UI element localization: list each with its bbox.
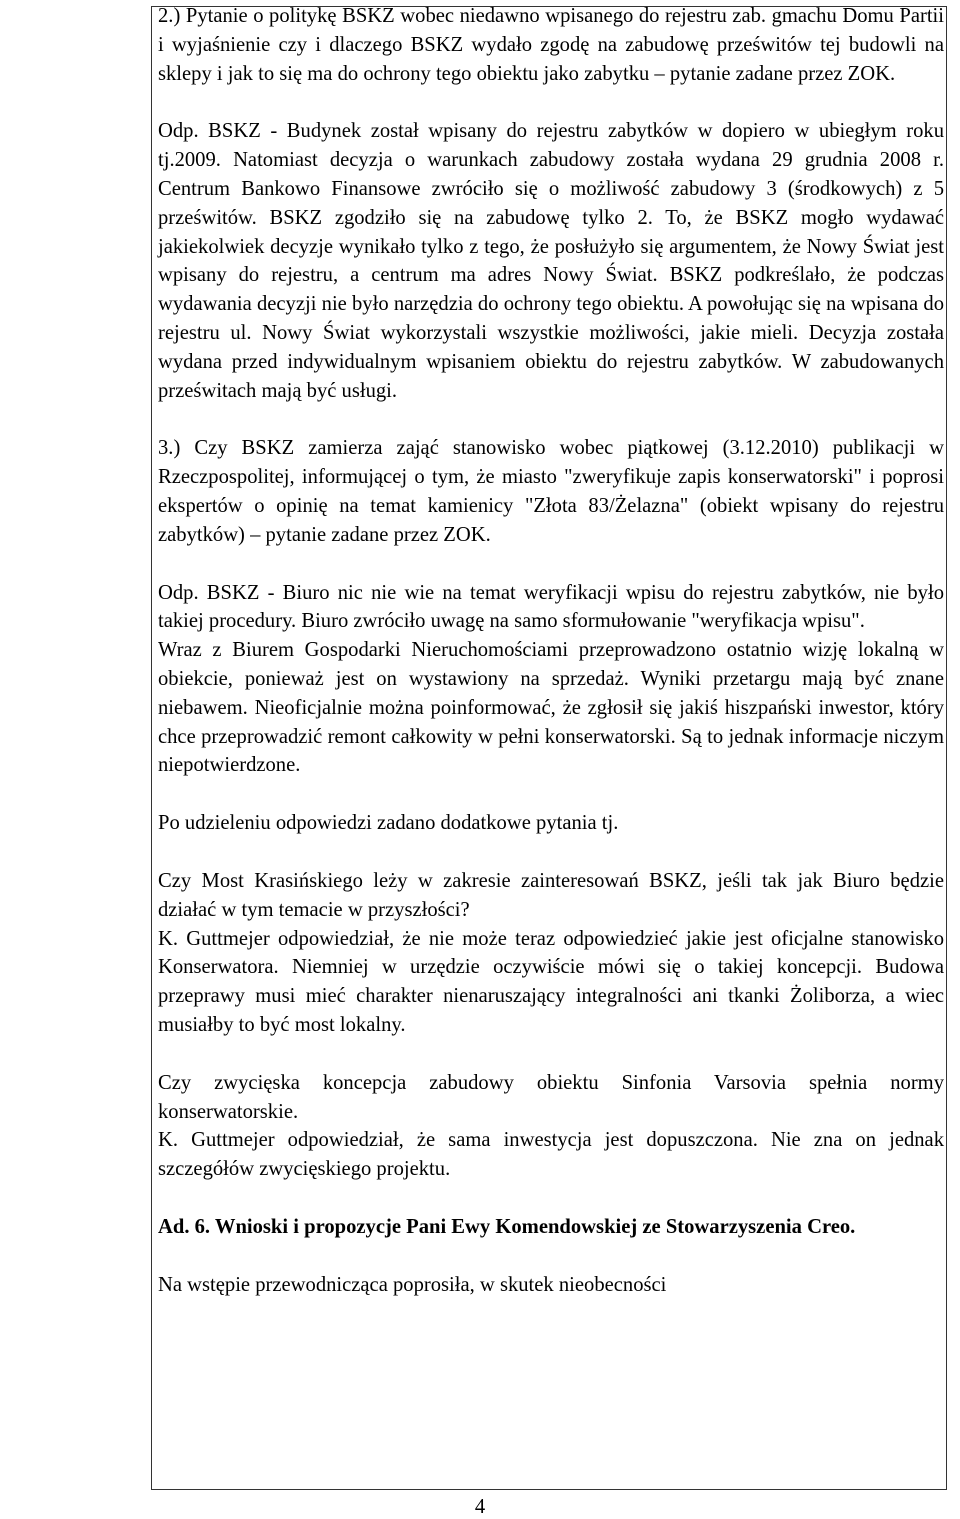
answer-2-paragraph: Odp. BSKZ - Budynek został wpisany do rejestru zabytków w dopiero w ubiegłym roku tj.2009. Natomiast decyzja o warunkach zabudowy została wydana 29 grudnia 2008 r. Centrum Bankowo Finansowe zwróciło się o możliwość zabudowy 3 (środkowych) z 5 prześwitów. BSKZ zgodziło się na zabudowę tylko 2. To, że BSKZ mogło wydawać jakiekolwiek decyzje wynikało tylko z tego, że posłużyło się argumentem, że Nowy Świat jest wpisany do rejestru, a centrum ma adres Nowy Świat. BSKZ podkreślało, że podczas wydawania decyzji nie było narzędzia do ochrony tego obiektu. A powołując się na wpisana do rejestru ul. Nowy Świat wykorzystali wszystkie możliwości, jakie mieli. Decyzja została wydana przed indywidualnym wpisaniem obiektu do rejestru zabytków. W zabudowanych prześwitach mają być usługi. — [158, 120, 944, 402]
answer-sinfonia-varsovia: K. Guttmejer odpowiedział, że sama inwestycja jest dopuszczona. Nie zna on jednak szczegółów zwycięskiego projektu. — [158, 1129, 944, 1181]
question-krasinski-bridge: Czy Most Krasińskiego leży w zakresie zainteresowań BSKZ, jeśli tak jak Biuro będzie działać w tym temacie w przyszłości? — [158, 869, 944, 921]
question-sinfonia-varsovia: Czy zwycięska koncepcja zabudowy obiektu Sinfonia Varsovia spełnia normy konserwatorskie. — [158, 1071, 944, 1123]
answer-krasinski-bridge: K. Guttmejer odpowiedział, że nie może teraz odpowiedzieć jakie jest oficjalne stanowisko Konserwatora. Niemniej w urzędzie oczywiście mówi się o takiej koncepcji. Budowa przeprawy musi mieć charakter nienaruszający integralności ani tkanki Żoliborza, a wiec musiałby to być most lokalny. — [158, 927, 944, 1036]
question-2-paragraph: 2.) Pytanie o politykę BSKZ wobec niedawno wpisanego do rejestru zab. gmachu Domu Partii i wyjaśnienie czy i dlaczego BSKZ wydało zgodę na zabudowę prześwitów tej budowli na sklepy i jak to się ma do ochrony tego obiektu jako zabytku – pytanie zadane przez ZOK. — [158, 5, 944, 85]
closing-paragraph: Na wstępie przewodnicząca poprosiła, w skutek nieobecności — [158, 1273, 667, 1296]
page-number: 4 — [474, 1496, 486, 1518]
document-body — [158, 2, 944, 1299]
question-3-paragraph: 3.) Czy BSKZ zamierza zająć stanowisko wobec piątkowej (3.12.2010) publikacji w Rzeczpospolitej, informującej o tym, że miasto "zweryfikuje zapis konserwatorski" i poprosi ekspertów o opinię na temat kamienicy "Złota 83/Żelazna" (obiekt wpisany do rejestru zabytków) – pytanie zadane przez ZOK. — [158, 437, 944, 546]
section-heading-ad-6: Ad. 6. Wnioski i propozycje Pani Ewy Komendowskiej ze Stowarzyszenia Creo. — [158, 1215, 856, 1238]
additional-questions-intro: Po udzieleniu odpowiedzi zadano dodatkowe pytania tj. — [158, 812, 619, 835]
answer-3-paragraph: Odp. BSKZ - Biuro nic nie wie na temat weryfikacji wpisu do rejestru zabytków, nie było takiej procedury. Biuro zwróciło uwagę na samo sformułowanie "weryfikacja wpisu". — [158, 581, 944, 633]
inspection-paragraph: Wraz z Biurem Gospodarki Nieruchomościami przeprowadzono ostatnio wizję lokalną w obiekcie, ponieważ jest on wystawiony na sprzedaż. Wyniki przetargu mają być znane niebawem. Nieoficjalnie można poinformować, że zgłosił się jakiś hiszpański inwestor, który chce przeprowadzić remont całkowity w pełni konserwatorski. Są to jednak informacje niczym niepotwierdzone. — [158, 639, 944, 777]
